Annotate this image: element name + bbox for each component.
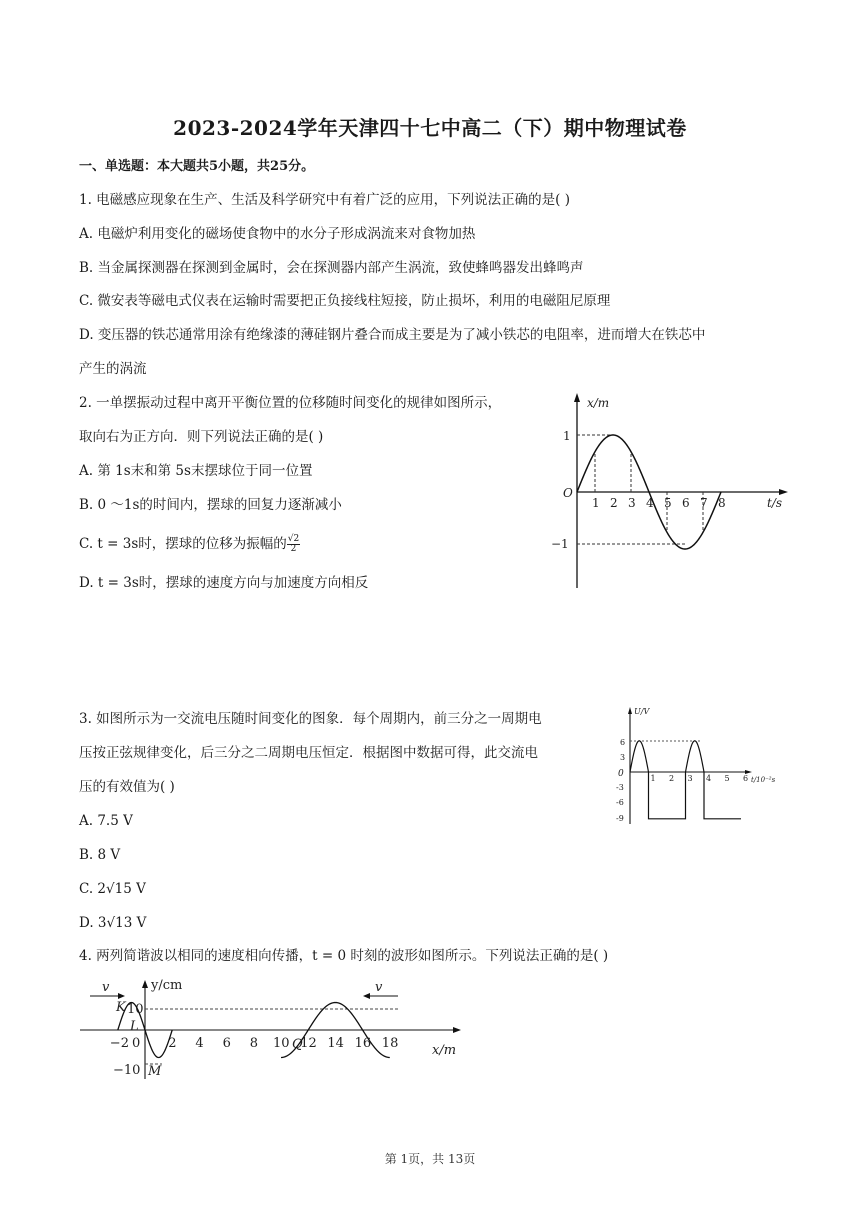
q4-xtick-label: 4: [195, 1036, 204, 1051]
q4-y-axis-arrow-icon: [142, 980, 148, 988]
q2-xtick-label: 7: [700, 496, 708, 510]
q2-x-axis-label: t/s: [767, 496, 783, 510]
q2-x-axis-arrow-icon: [779, 489, 788, 495]
q4-point-l: L: [130, 1019, 139, 1034]
q2-option-c: [79, 534, 300, 554]
q3-stem: 3. 如图所示为一交流电压随时间变化的图象．每个周期内，前三分之一周期电: [79, 711, 542, 727]
page-title: 2023-2024学年天津四十七中高二（下）期中物理试卷: [173, 116, 687, 140]
q2-option-c-text: C. t = 3s时，摆球的位移为振幅的: [79, 536, 287, 552]
q4-stem: 4. 两列简谐波以相同的速度相向传播，t = 0 时刻的波形如图所示。下列说法正确的是( ): [79, 948, 609, 964]
q4-point-k: K: [116, 1000, 126, 1015]
q4-xtick-label: 12: [300, 1036, 317, 1051]
q3-option-b: B. 8 V: [79, 847, 121, 863]
q2-xtick-label: 1: [592, 496, 600, 510]
q4-xtick-label: 10: [273, 1036, 290, 1051]
q2-x-ticks: [592, 496, 726, 510]
q2-y-axis-label: x/m: [587, 396, 610, 410]
q4-right-arrowhead-icon: [118, 993, 125, 999]
q1-option-b: B. 当金属探测器在探测到金属时，会在探测器内部产生涡流，致使蜂鸣器发出蜂鸣声: [79, 260, 584, 276]
q4-y-axis-label: y/cm: [151, 978, 183, 993]
q3-xtick-label: 2: [669, 774, 675, 783]
q2-origin-label: O: [563, 486, 573, 500]
q4-ytick-10: 10: [127, 1002, 144, 1017]
q2-xtick-label: 2: [610, 496, 618, 510]
q3-xtick-label: 5: [724, 774, 730, 783]
q2-option-b: B. 0 ～1s的时间内，摆球的回复力逐渐减小: [79, 497, 342, 513]
q2-option-d: D. t = 3s时，摆球的速度方向与加速度方向相反: [79, 575, 369, 591]
q3-option-c: C. 2√15 V: [79, 881, 146, 897]
q3-ytick-neg3: -3: [616, 783, 624, 792]
q2-xtick-label: 6: [682, 496, 690, 510]
q4-x-axis-label: x/m: [432, 1043, 457, 1058]
q1-stem: 1. 电磁感应现象在生产、生活及科学研究中有着广泛的应用，下列说法正确的是( ): [79, 192, 570, 208]
q2-xtick-label: 3: [628, 496, 636, 510]
q1-option-d: D. 变压器的铁芯通常用涂有绝缘漆的薄硅钢片叠合而成主要是为了减小铁芯的电阻率，进而增大在铁芯中: [79, 327, 706, 343]
q4-right-velocity-label: v: [375, 980, 383, 995]
q3-ytick-3: 3: [620, 753, 626, 762]
q4-point-m: M: [148, 1064, 162, 1079]
q4-xtick-label: 8: [249, 1036, 259, 1051]
q3-graph: [610, 702, 790, 832]
q3-ytick-6: 6: [620, 738, 626, 747]
q3-y-axis-arrow-icon: [628, 707, 632, 714]
q4-xtick-label: 18: [381, 1036, 399, 1051]
q3-xtick-label: 1: [650, 774, 656, 783]
q3-ytick-neg6: -6: [616, 798, 624, 807]
q4-x-ticks: [110, 1036, 399, 1051]
q2-y-axis-arrow-icon: [574, 393, 580, 402]
q4-graph: [78, 975, 478, 1085]
q1-option-c: C. 微安表等磁电式仪表在运输时需要把正负接线柱短接，防止损坏，利用的电磁阻尼原理: [79, 293, 611, 309]
q2-graph: [551, 388, 795, 593]
q4-left-velocity-label: v: [102, 980, 110, 995]
fraction-numerator: √2: [287, 534, 300, 544]
q4-left-arrowhead-icon: [363, 993, 370, 999]
q3-xtick-label: 6: [743, 774, 749, 783]
q4-xtick-label: −2: [109, 1036, 129, 1051]
q2-stem: 2. 一单摆振动过程中离开平衡位置的位移随时间变化的规律如图所示，: [79, 395, 502, 411]
q2-ytick-neg: −1: [551, 537, 569, 551]
q4-point-q: Q: [292, 1037, 303, 1052]
q4-x-axis-arrow-icon: [453, 1027, 461, 1033]
q2-xtick-label: 8: [718, 496, 726, 510]
q4-xtick-label: 16: [354, 1036, 372, 1051]
q1-option-a: A. 电磁炉利用变化的磁场使食物中的水分子形成涡流来对食物加热: [79, 226, 476, 242]
q3-option-a: A. 7.5 V: [79, 813, 133, 829]
q1-option-d-cont: 产生的涡流: [79, 361, 147, 377]
q2-xtick-label: 4: [646, 496, 654, 510]
page-footer: 第 1页，共 13页: [384, 1152, 476, 1166]
q3-option-d: D. 3√13 V: [79, 915, 147, 931]
q2-ytick-pos: 1: [563, 429, 571, 443]
q4-xtick-label: 0: [132, 1036, 141, 1051]
q3-stem-cont-2: 压的有效值为( ): [79, 779, 175, 795]
q3-origin-label: 0: [618, 769, 624, 779]
q4-xtick-label: 14: [327, 1036, 344, 1051]
q4-ytick-neg10: −10: [113, 1063, 141, 1078]
q3-y-axis-label: U/V: [634, 707, 650, 716]
q3-xtick-label: 4: [706, 774, 712, 783]
q2-stem-cont: 取向右为正方向．则下列说法正确的是( ): [79, 429, 324, 445]
fraction-denominator: 2: [290, 544, 297, 554]
q3-stem-cont: 压按正弦规律变化，后三分之二周期电压恒定．根据图中数据可得，此交流电: [79, 745, 538, 761]
q3-ytick-neg9: -9: [616, 814, 624, 823]
section-heading: 一、单选题：本大题共5小题，共25分。: [79, 159, 315, 174]
q4-xtick-label: 2: [168, 1036, 177, 1051]
q3-x-ticks: [649, 772, 749, 819]
q2-option-a: A. 第 1s末和第 5s末摆球位于同一位置: [79, 463, 313, 479]
q3-x-axis-label: t/10⁻²s: [751, 776, 776, 784]
q3-xtick-label: 3: [687, 774, 693, 783]
q4-xtick-label: 6: [222, 1036, 231, 1051]
q2-xtick-label: 5: [664, 496, 672, 510]
fraction: [287, 535, 300, 554]
